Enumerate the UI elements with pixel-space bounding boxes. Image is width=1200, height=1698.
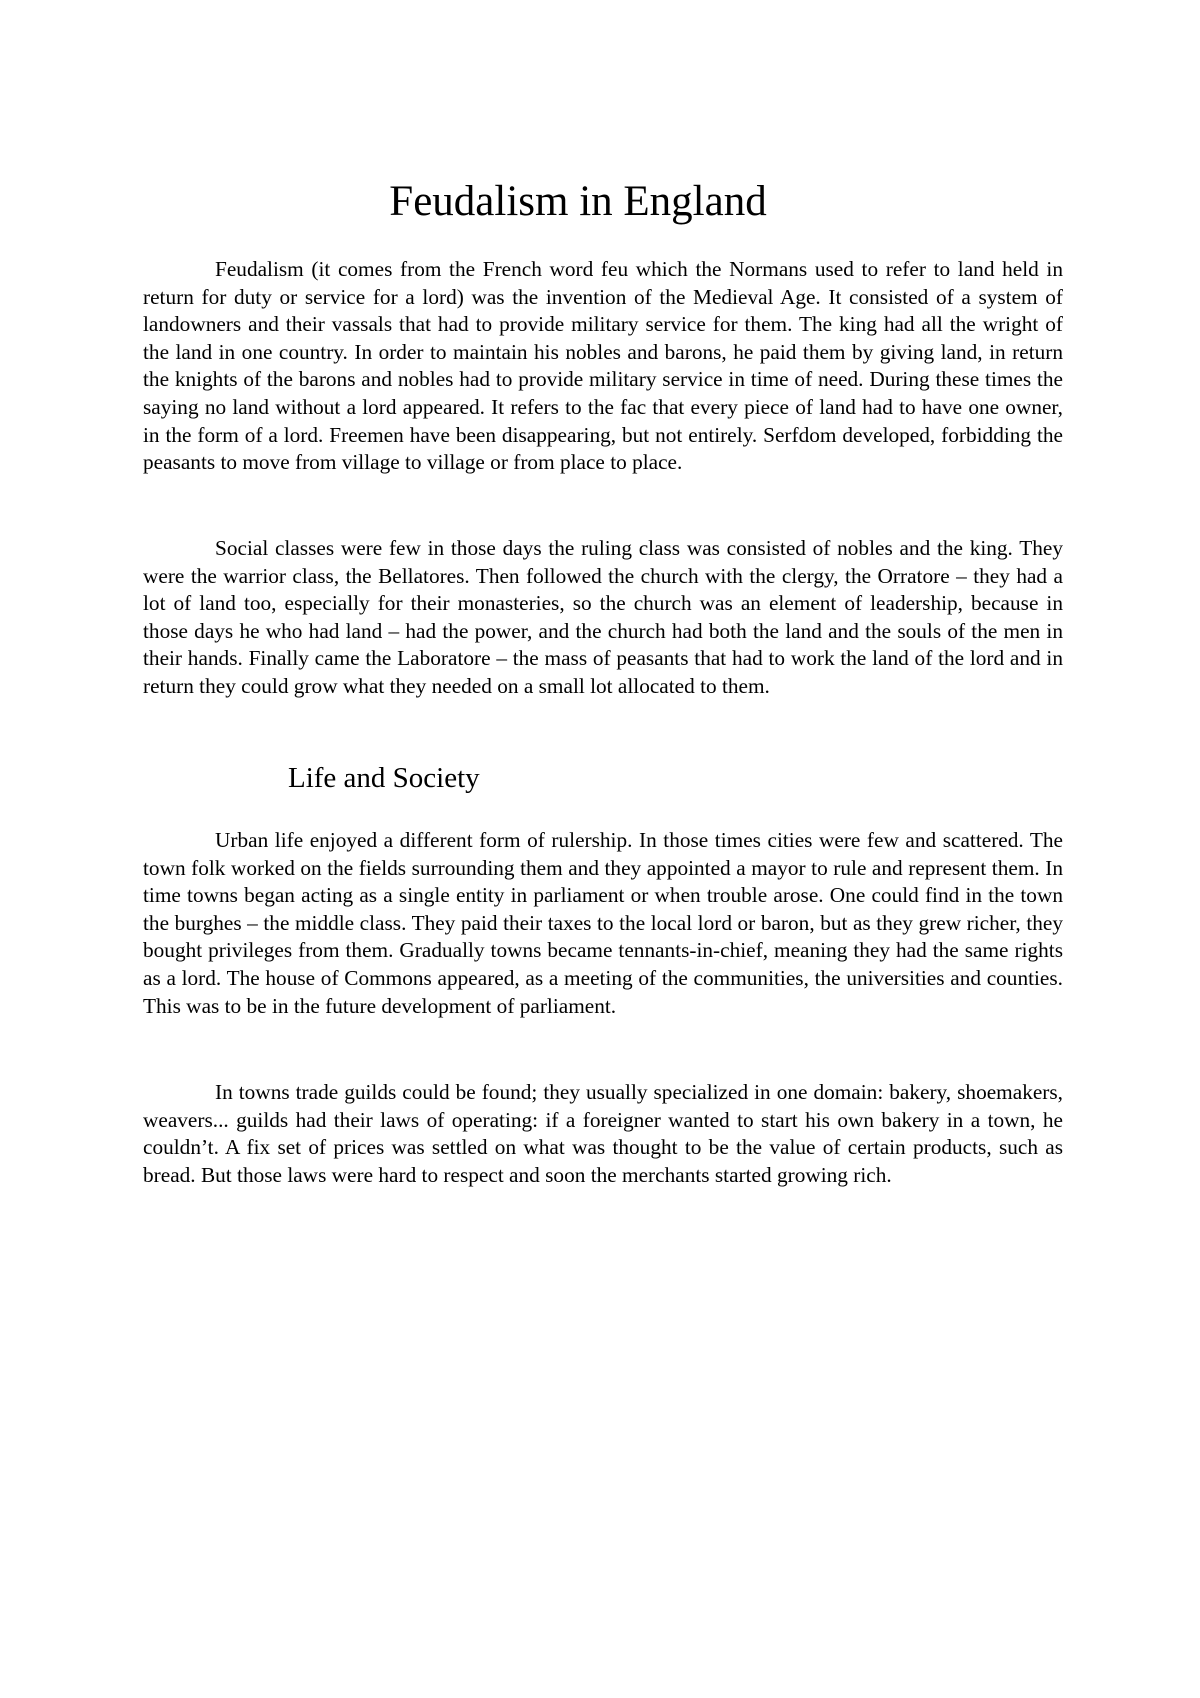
paragraph xyxy=(143,535,1063,701)
paragraph-text: Urban life enjoyed a different form of rulership. In those times cities were few and scattered. The town folk worked on the fields surrounding them and they appointed a mayor to rule and represent them. In time towns began acting as a single entity in parliament or when trouble arose. One could find in the town the burghes – the middle class. They paid their taxes to the local lord or baron, but as they grew richer, they bought privileges from them. Gradually towns became tennants-in-chief, meaning they had the same rights as a lord. The house of Commons appeared, as a meeting of the communities, the universities and counties. This was to be in the future development of parliament. xyxy=(143,828,1063,1018)
paragraph xyxy=(143,1079,1063,1189)
paragraph xyxy=(143,256,1063,477)
paragraph-text: Social classes were few in those days the ruling class was consisted of nobles and the king. They were the warrior class, the Bellatores. Then followed the church with the clergy, the Orratore – they had a lot of land too, especially for their monasteries, so the church was an element of leadership, because in those days he who had land – had the power, and the church had both the land and the souls of the men in their hands. Finally came the Laboratore – the mass of peasants that had to work the land of the lord and in return they could grow what they needed on a small lot allocated to them. xyxy=(143,536,1063,698)
paragraph xyxy=(143,827,1063,1020)
paragraph-text: Feudalism (it comes from the French word feu which the Normans used to refer to land held in return for duty or service for a lord) was the invention of the Medieval Age. It consisted of a system of landowners and their vassals that had to provide military service for them. The king had all the wright of the land in one country. In order to maintain his nobles and barons, he paid them by giving land, in return the knights of the barons and nobles had to provide military service in time of need. During these times the saying no land without a lord appeared. It refers to the fac that every piece of land had to have one owner, in the form of a lord. Freemen have been disappearing, but not entirely. Serfdom developed, forbidding the peasants to move from village to village or from place to place. xyxy=(143,257,1063,475)
document-title: Feudalism in England xyxy=(389,178,767,225)
paragraph-text: In towns trade guilds could be found; they usually specialized in one domain: bakery, shoemakers, weavers... guilds had their laws of operating: if a foreigner wanted to start his own bakery in a town, he couldn’t. A fix set of prices was settled on what was thought to be the value of certain products, such as bread. But those laws were hard to respect and soon the merchants started growing rich. xyxy=(143,1080,1063,1187)
section-heading: Life and Society xyxy=(288,762,480,794)
